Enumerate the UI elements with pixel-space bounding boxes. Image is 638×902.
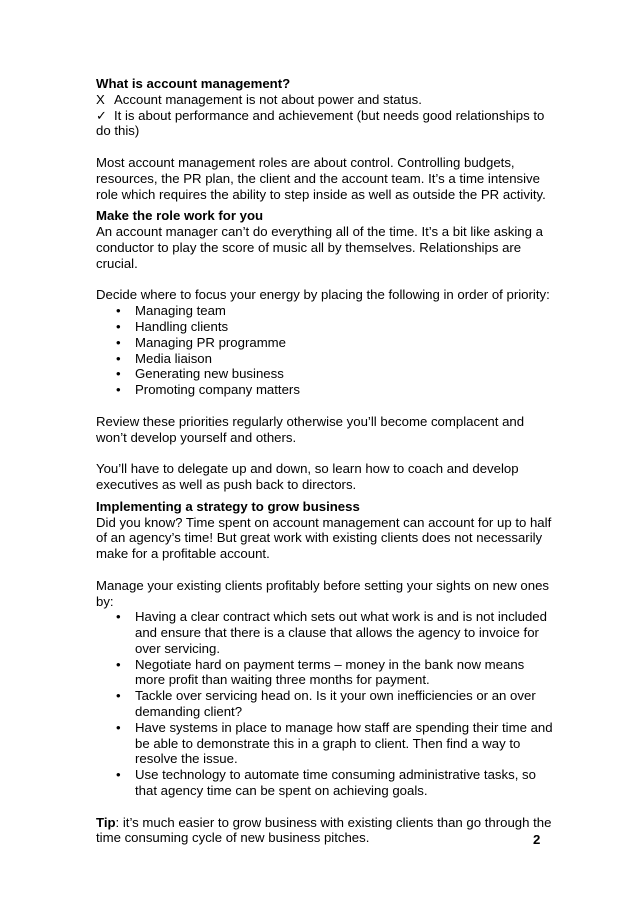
list-item: • Tackle over servicing head on. Is it your own inefficiencies or an over demanding client?	[96, 688, 556, 720]
list-item: • Media liaison	[96, 351, 556, 367]
paragraph-conductor: An account manager can’t do everything all of the time. It’s a bit like asking a conductor to play the score of music all by themselves. Relationships are crucial.	[96, 224, 543, 271]
list-item: • Generating new business	[96, 366, 556, 382]
priority-list	[96, 303, 556, 398]
list-item: • Managing PR programme	[96, 335, 556, 351]
heading-grow-business: Implementing a strategy to grow business	[96, 498, 360, 514]
list-item: • Negotiate hard on payment terms – money in the bank now means more profit than waiting three months for payment.	[96, 657, 556, 689]
check-icon: ✓	[96, 107, 108, 123]
list-item: • Promoting company matters	[96, 382, 556, 398]
document-body	[96, 76, 556, 846]
list-item: • Managing team	[96, 303, 556, 319]
tip-text: : it’s much easier to grow business with existing clients than go through the time consuming cycle of new business pitches.	[96, 814, 552, 846]
paragraph-control: Most account management roles are about control. Controlling budgets, resources, the PR plan, the client and the account team. It’s a time intensive role which requires the ability to step inside as well as outside the PR activity.	[96, 154, 546, 202]
paragraph-manage-clients: Manage your existing clients profitably before setting your sights on new ones by:	[96, 577, 550, 609]
check-statement	[96, 108, 556, 140]
list-item: • Use technology to automate time consuming administrative tasks, so that agency time can be spent on achieving goals.	[96, 767, 556, 799]
paragraph-review: Review these priorities regularly otherwise you’ll become complacent and won’t develop yourself and others.	[96, 413, 525, 445]
heading-account-management: What is account management?	[96, 76, 291, 91]
list-item: • Have systems in place to manage how staff are spending their time and be able to demonstrate this in a graph to client. Then find a way to resolve the issue.	[96, 720, 556, 767]
paragraph-delegate: You’ll have to delegate up and down, so learn how to coach and develop executives as well as push back to directors.	[96, 461, 519, 492]
x-statement-text: Account management is not about power and status.	[114, 91, 422, 107]
page-number: 2	[533, 832, 541, 847]
check-statement-text: It is about performance and achievement (but needs good relationships to do this)	[96, 107, 545, 139]
tip-paragraph	[96, 815, 556, 847]
strategy-list	[96, 609, 556, 799]
heading-role-work: Make the role work for you	[96, 208, 264, 224]
list-item: • Having a clear contract which sets out what work is and is not included and ensure that there is a clause that allows the agency to invoice for over servicing.	[96, 609, 556, 656]
x-statement	[96, 92, 556, 108]
list-item: • Handling clients	[96, 319, 556, 335]
paragraph-did-you-know: Did you know? Time spent on account management can account for up to half of an agency’s time! But great work with existing clients does not necessarily make for a profitable account.	[96, 514, 552, 562]
tip-label: Tip	[96, 814, 116, 830]
x-mark: X	[96, 91, 105, 107]
paragraph-priority-intro: Decide where to focus your energy by placing the following in order of priority:	[96, 287, 550, 303]
